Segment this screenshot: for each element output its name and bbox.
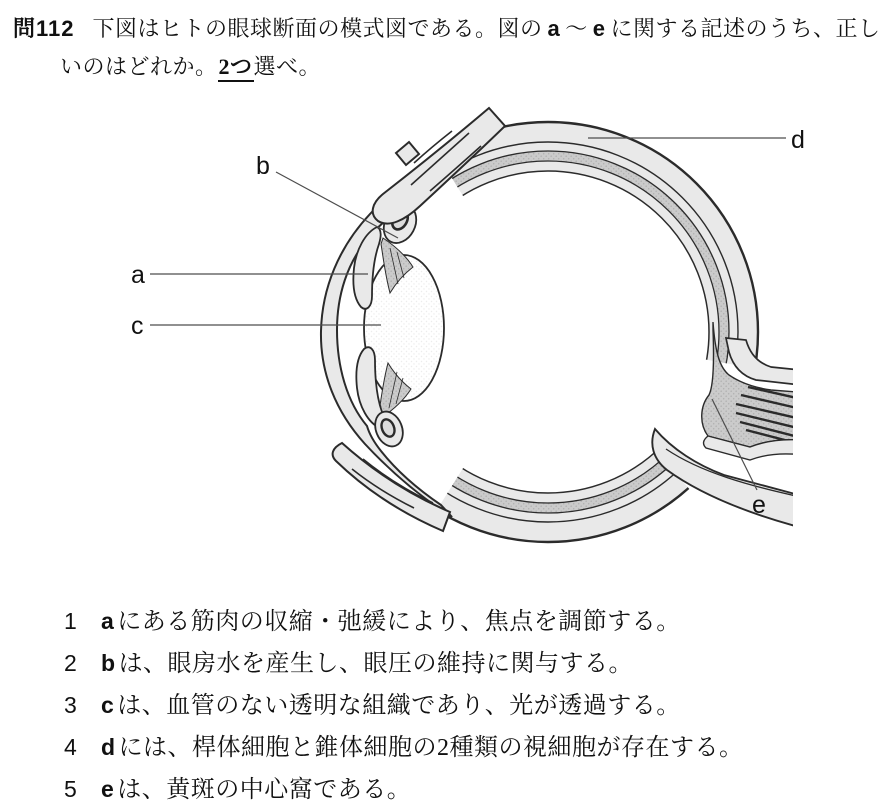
choice-4-number: 4 (64, 734, 78, 760)
choice-3-text: は、血管のない透明な組織であり、光が透過する。 (117, 693, 681, 719)
choice-5-text: は、黄斑の中心窩である。 (117, 777, 412, 803)
range-from-letter: a (547, 16, 561, 41)
label-a: a (131, 261, 145, 289)
choice-2-number: 2 (64, 650, 78, 676)
choice-2 (64, 643, 633, 678)
label-e: e (752, 491, 766, 519)
choice-1-text: にある筋肉の収縮・弛緩により、焦点を調節する。 (117, 609, 681, 635)
choice-4 (64, 727, 744, 762)
choice-4-letter: d (101, 734, 116, 760)
choice-5-number: 5 (64, 776, 78, 802)
choice-2-letter: b (101, 650, 116, 676)
choice-3 (64, 685, 681, 720)
range-to-letter: e (592, 16, 606, 41)
choice-3-letter: c (101, 692, 115, 718)
choice-5-letter: e (101, 776, 115, 802)
choice-4-text: には、桿体細胞と錐体細胞の2種類の視細胞が存在する。 (118, 735, 744, 761)
label-c: c (131, 312, 144, 340)
choice-1 (64, 601, 681, 636)
choice-1-number: 1 (64, 608, 78, 634)
question-line-2: いのはどれか。2つ選べ。 (60, 50, 321, 81)
underlined-count: 2つ (218, 54, 254, 82)
choice-5 (64, 769, 411, 804)
question-text: 下図はヒトの眼球断面の模式図である。図の a ～ e に関する記述のうち、正し (92, 16, 881, 41)
question-line-1 (13, 12, 881, 43)
choice-1-letter: a (101, 608, 115, 634)
choice-2-text: は、眼房水を産生し、眼圧の維持に関与する。 (118, 651, 634, 677)
choice-3-number: 3 (64, 692, 78, 718)
question-number: 問112 (13, 16, 75, 41)
label-b: b (256, 152, 270, 180)
label-d: d (791, 126, 805, 154)
